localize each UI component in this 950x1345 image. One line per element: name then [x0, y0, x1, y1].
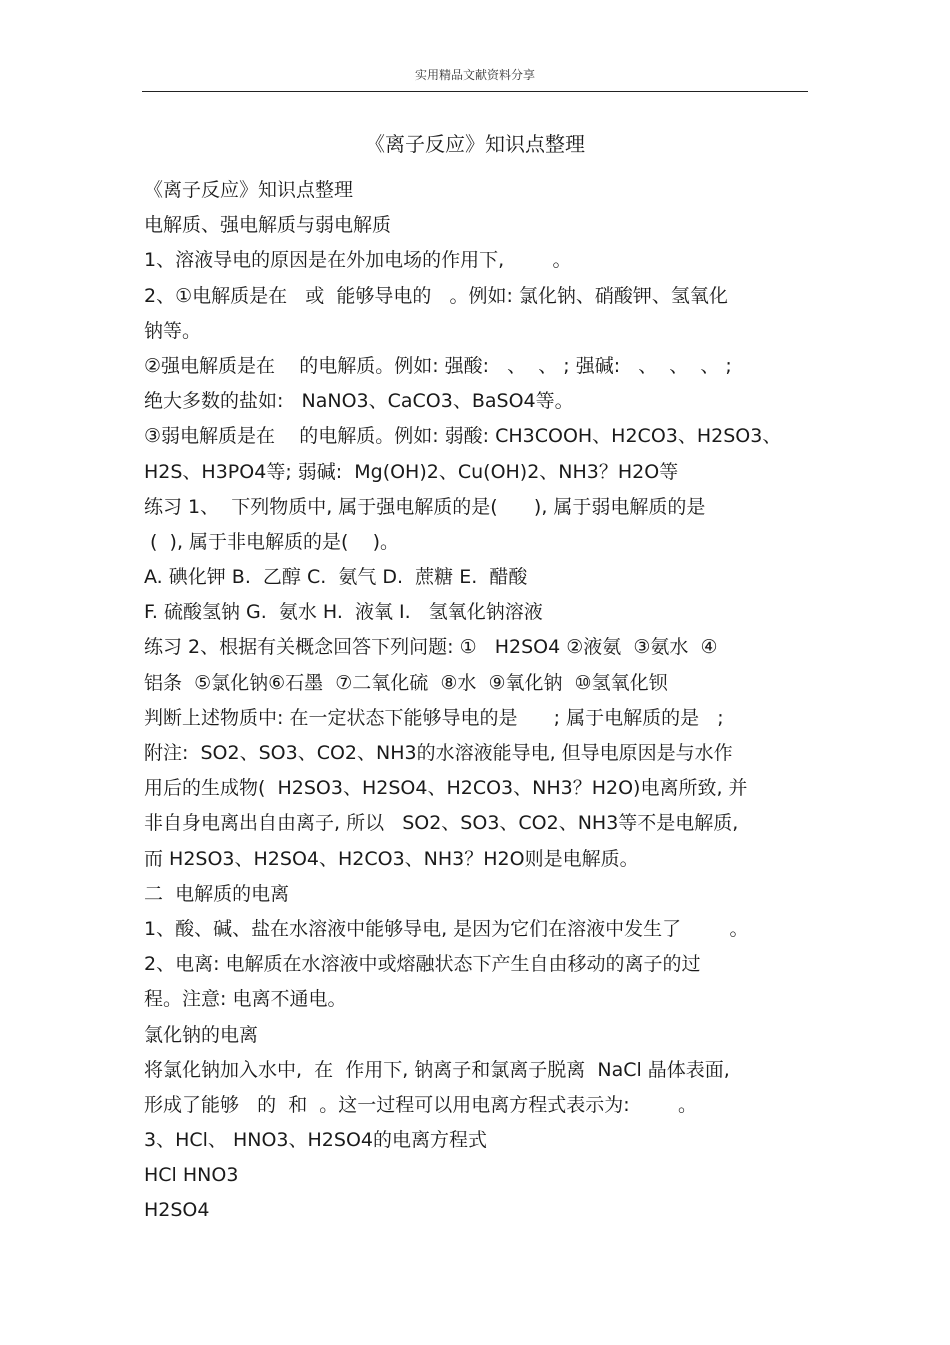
- exercise-1-options: A. 碘化钾 B. 乙醇 C. 氨气 D. 蔗糖 E. 醋酸: [144, 566, 528, 589]
- header-divider: [142, 91, 808, 92]
- equation-line: HCl HNO3: [144, 1164, 239, 1187]
- exercise-1-line: ( ), 属于非电解质的是( )。: [144, 530, 400, 553]
- exercise-1-options: F. 硫酸氢钠 G. 氨水 H. 液氧 I. 氢氧化钠溶液: [144, 601, 543, 624]
- text-line: H2S、H3PO4等; 弱碱: Mg(OH)2、Cu(OH)2、NH3？H2O等: [144, 460, 679, 483]
- subheading-nacl-ionization: 氯化钠的电离: [144, 1023, 259, 1046]
- text-line: ②强电解质是在 的电解质。例如: 强酸: 、 、 ; 强碱: 、 、 、 ;: [144, 354, 732, 377]
- page-header: 实用精品文献资料分享: [414, 68, 535, 82]
- equation-line: H2SO4: [144, 1199, 210, 1222]
- text-line: 3、HCl、 HNO3、H2SO4的电离方程式: [144, 1129, 487, 1152]
- section-heading-electrolytes: 电解质、强电解质与弱电解质: [144, 214, 392, 237]
- text-line: 绝大多数的盐如: NaNO3、CaCO3、BaSO4等。: [144, 390, 574, 413]
- text-line: 钠等。: [144, 319, 202, 342]
- text-line: 2、①电解质是在 或 能够导电的 。例如: 氯化钠、硝酸钾、氢氧化: [144, 284, 728, 307]
- text-line: ③弱电解质是在 的电解质。例如: 弱酸: CH3COOH、H2CO3、H2SO3、: [144, 425, 782, 448]
- exercise-2-line: 铝条 ⑤氯化钠⑥石墨 ⑦二氧化硫 ⑧水 ⑨氧化钠 ⑩氢氧化钡: [144, 671, 668, 694]
- text-line: 1、溶液导电的原因是在外加电场的作用下, 。: [144, 249, 572, 272]
- exercise-1-line: 练习 1、 下列物质中, 属于强电解质的是( ), 属于弱电解质的是: [144, 495, 706, 518]
- document-body: [144, 173, 812, 1229]
- exercise-2-line: 练习 2、根据有关概念回答下列问题: ① H2SO4 ②液氨 ③氨水 ④: [144, 636, 718, 659]
- text-line: 程。注意: 电离不通电。: [144, 988, 347, 1011]
- note-line: 附注: SO2、SO3、CO2、NH3的水溶液能导电, 但导电原因是与水作: [144, 742, 733, 764]
- subtitle-line: 《离子反应》知识点整理: [144, 179, 354, 201]
- text-line: 形成了能够 的 和 。这一过程可以用电离方程式表示为: 。: [144, 1093, 697, 1116]
- exercise-2-line: 判断上述物质中: 在一定状态下能够导电的是 ; 属于电解质的是 ;: [144, 706, 724, 729]
- text-line: 2、电离: 电解质在水溶液中或熔融状态下产生自由移动的离子的过: [144, 953, 701, 976]
- note-line: 用后的生成物( H2SO3、H2SO4、H2CO3、NH3？H2O)电离所致, 并: [144, 777, 748, 800]
- text-line: 1、酸、碱、盐在水溶液中能够导电, 是因为它们在溶液中发生了 。: [144, 917, 749, 940]
- document-title: 《离子反应》知识点整理: [365, 132, 585, 156]
- section-heading-ionization: 二 电解质的电离: [144, 882, 290, 905]
- note-line: 非自身电离出自由离子, 所以 SO2、SO3、CO2、NH3等不是电解质,: [144, 812, 739, 835]
- text-line: 将氯化钠加入水中, 在 作用下, 钠离子和氯离子脱离 NaCl 晶体表面,: [144, 1058, 730, 1081]
- note-line: 而 H2SO3、H2SO4、H2CO3、NH3？H2O则是电解质。: [144, 847, 639, 870]
